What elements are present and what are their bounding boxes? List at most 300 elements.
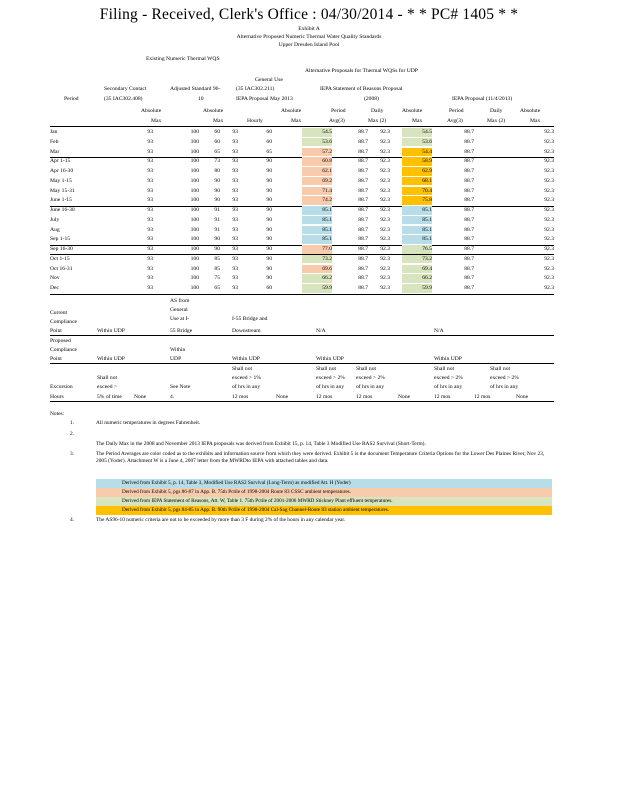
exc-b3-2: of hrs in any	[356, 384, 385, 390]
table-cell: 93	[232, 255, 238, 262]
table-cell: 93	[147, 197, 153, 204]
col-period-2: Period	[449, 108, 464, 114]
table-row	[50, 196, 554, 205]
table-cell: 88.7	[358, 197, 368, 204]
table-cell: 93	[232, 236, 238, 243]
table-cell: 85.1	[302, 235, 332, 244]
document-title: Alternative Proposed Numeric Thermal Water Quality Standards	[236, 34, 382, 40]
table-cell: 93	[232, 207, 238, 213]
table-row	[50, 148, 554, 157]
table-cell: 92.3	[380, 236, 390, 243]
table-cell: 65	[214, 148, 220, 155]
table-cell: 100	[190, 246, 199, 252]
table-cell: 75	[214, 275, 220, 282]
proposed-udp-1: Within UDP	[232, 356, 260, 362]
table-cell: 88.7	[358, 265, 368, 272]
table-cell: 92.3	[380, 148, 390, 155]
legend-blue: Derived from Exhibit 5, p. 14, Table 3, Modified Use RAS2 Survival (Long-Term) as modified Att. H (Yoder)	[96, 479, 552, 488]
iepa-nov-header: IEPA Proposal (11/4/2013)	[452, 96, 513, 102]
table-cell: 88.7	[464, 236, 474, 243]
exc-b4-3: 12 mos	[434, 394, 451, 400]
row-period: Aug	[50, 226, 60, 233]
current-rule	[50, 335, 554, 336]
table-cell: 92.3	[544, 148, 554, 155]
exc-b3-4: of hrs in any	[490, 384, 519, 390]
table-row	[50, 255, 554, 264]
note-2-num: 2.	[70, 431, 75, 437]
table-cell: 88.7	[358, 275, 368, 282]
row-period: June 16-30	[50, 207, 75, 213]
table-cell: 85	[214, 265, 220, 272]
table-cell: 85.1	[302, 216, 332, 225]
table-cell: 88.7	[358, 148, 368, 155]
table-cell: 100	[190, 168, 199, 174]
table-cell: 92.3	[380, 207, 390, 213]
table-cell: 93	[147, 187, 153, 194]
current-label-3: Point	[50, 328, 62, 334]
table-cell: 74.2	[302, 196, 332, 205]
as-from-1: AS from	[170, 298, 190, 304]
table-cell: 85.1	[302, 226, 332, 235]
table-cell: 88.7	[358, 158, 368, 165]
legend-green: Derived from IEPA Statement of Reasons, Att. W, Table 1. 75th Pctile of 2001-2006 MWRD Stickney Plant effluent temperatures.	[96, 497, 552, 506]
table-cell: 93	[232, 129, 238, 135]
table-cell: 80	[214, 168, 220, 174]
table-cell: 68.1	[402, 177, 432, 186]
table-cell: 100	[190, 265, 199, 272]
table-cell: 93	[147, 168, 153, 174]
table-cell: 100	[190, 236, 199, 243]
alt-proposals-label: Alternative Proposals for Thermal WQSs for UDP	[305, 68, 418, 74]
table-cell: 53.6	[302, 138, 332, 147]
table-cell: 91	[214, 216, 220, 223]
secondary-contact-header: Secondary Contact	[104, 86, 147, 92]
filing-header: Filing - Received, Clerk's Office : 04/30/2014 - * * PC# 1405 * *	[99, 6, 519, 23]
table-cell: 93	[147, 129, 153, 135]
row-period: Apr 16-30	[50, 168, 74, 174]
table-cell: 69.4	[402, 265, 432, 274]
table-cell: 73.2	[402, 255, 432, 264]
proposed-label-3: Point	[50, 356, 62, 362]
table-cell: 88.7	[464, 158, 474, 165]
table-cell: 92.3	[380, 226, 390, 233]
table-cell: 88.7	[358, 246, 368, 252]
table-cell: 93	[232, 148, 238, 155]
col-max2-1: Max (2)	[368, 118, 387, 124]
table-cell: 88.7	[358, 207, 368, 213]
none-4: None	[516, 394, 529, 400]
exc-sn3: 5% of time	[97, 394, 122, 400]
table-row	[50, 284, 554, 293]
table-cell: 54.4	[402, 148, 432, 157]
within-label-2: UDP	[170, 356, 182, 362]
table-cell: 92.3	[544, 236, 554, 243]
table-cell: 90	[266, 168, 272, 174]
table-cell: 90	[214, 187, 220, 194]
table-row	[50, 245, 554, 254]
table-cell: 85.1	[302, 206, 332, 215]
iepa-statement-year: (2008)	[364, 96, 379, 102]
table-cell: 85.1	[402, 216, 432, 225]
table-cell: 93	[232, 216, 238, 223]
table-cell: 88.7	[464, 177, 474, 184]
table-cell: 69.2	[302, 177, 332, 186]
col-daily-1: Daily	[371, 108, 384, 114]
table-cell: 65	[266, 148, 272, 155]
as-from-3: Use at I-	[170, 316, 190, 322]
exc-b4-2: 12 mos	[356, 394, 373, 400]
table-cell: 66.2	[402, 274, 432, 283]
col-avg3-2: Avg(3)	[447, 118, 463, 124]
table-cell: 60	[214, 129, 220, 135]
table-cell: 90	[214, 246, 220, 252]
table-cell: 62.1	[302, 167, 332, 176]
row-period: July	[50, 216, 60, 223]
table-cell: 93	[147, 226, 153, 233]
table-cell: 93	[147, 265, 153, 272]
exc-b4-4: 12 mos	[474, 394, 491, 400]
table-cell: 90	[266, 207, 272, 213]
col-max-2: Max	[213, 118, 224, 124]
col-max-1: Max	[151, 118, 162, 124]
row-period: Jan	[50, 129, 58, 135]
col-absolute-5: Absolute	[520, 108, 541, 114]
row-period: Apr 1-15	[50, 158, 71, 165]
table-cell: 92.3	[544, 226, 554, 233]
table-cell: 85	[214, 255, 220, 262]
table-cell: 60	[266, 138, 272, 145]
as-from-4: 55 Bridge	[170, 328, 193, 334]
table-cell: 93	[232, 246, 238, 252]
table-cell: 88.7	[464, 265, 474, 272]
table-cell: 88.7	[464, 148, 474, 155]
table-row	[50, 177, 554, 186]
table-cell: 60	[266, 129, 272, 135]
table-cell: 60	[266, 285, 272, 291]
table-cell: 91	[214, 226, 220, 233]
note-3: The Period Averages are color coded as to the exhibits and information source from which they were derived. Exhibit 5 is the document Temperature Criteria Options for the Lower Des Plaines River, Nov 23, 2005 (Yoder). Attachment W is a June 4, 2007 letter from the MWRDto IEPA with attached tables and data.	[96, 451, 545, 464]
table-row	[50, 167, 554, 176]
table-cell: 93	[147, 138, 153, 145]
proposed-label-2: Compliance	[50, 347, 78, 353]
table-cell: 93	[232, 138, 238, 145]
note-4-num: 4.	[70, 517, 75, 523]
table-cell: 85.1	[402, 235, 432, 244]
proposed-rule	[50, 363, 554, 364]
exc-b3-1: of hrs in any	[316, 384, 345, 390]
table-cell: 100	[190, 177, 199, 184]
table-cell: 92.3	[380, 158, 390, 165]
col-absolute-1: Absolute	[141, 108, 162, 114]
table-cell: 100	[190, 275, 199, 282]
table-cell: 88.7	[464, 129, 474, 135]
table-cell: 88.7	[358, 138, 368, 145]
table-cell: 90	[266, 255, 272, 262]
table-cell: 90	[266, 187, 272, 194]
table-cell: 93	[147, 285, 153, 291]
proposed-udp-2: Within UDP	[316, 356, 344, 362]
exhibit-label: Exhibit A	[298, 26, 320, 32]
table-cell: 92.3	[380, 177, 390, 184]
table-cell: 58.9	[402, 157, 432, 166]
table-cell: 100	[190, 207, 199, 213]
table-cell: 90	[266, 275, 272, 282]
table-cell: 88.7	[464, 138, 474, 145]
table-row	[50, 216, 554, 225]
table-cell: 100	[190, 285, 199, 291]
table-cell: 93	[147, 246, 153, 252]
table-cell: 92.3	[380, 265, 390, 272]
table-cell: 71.4	[302, 187, 332, 196]
legend-peach: Derived from Exhibit 5, pgs 86-87 in App. B. 75th Pctile of 1998-2004 Route 83 CSSC ambient temperatures.	[96, 488, 552, 497]
table-cell: 92.3	[544, 255, 554, 262]
table-cell: 93	[232, 177, 238, 184]
row-period: Mar	[50, 148, 60, 155]
table-cell: 93	[232, 168, 238, 174]
none-3: None	[398, 394, 411, 400]
table-cell: 60.8	[302, 157, 332, 166]
row-period: Oct 16-31	[50, 265, 73, 272]
row-period: Feb	[50, 138, 59, 145]
table-row	[50, 226, 554, 235]
as-from-2: General	[170, 307, 188, 313]
table-cell: 90	[214, 197, 220, 204]
table-cell: 90	[266, 246, 272, 252]
table-cell: 93	[147, 255, 153, 262]
table-cell: 100	[190, 138, 199, 145]
col-daily-2: Daily	[490, 108, 503, 114]
table-cell: 73.2	[302, 255, 332, 264]
table-row	[50, 157, 554, 166]
table-row	[50, 187, 554, 196]
table-cell: 88.7	[358, 168, 368, 174]
iepa-statement-header: IEPA Statement of Reasons Proposal	[320, 86, 403, 92]
exc-b4-1: 12 mos	[316, 394, 333, 400]
table-cell: 93	[232, 226, 238, 233]
table-cell: 88.7	[464, 226, 474, 233]
table-cell: 100	[190, 148, 199, 155]
table-cell: 76.5	[402, 245, 432, 254]
table-cell: 92.3	[380, 246, 390, 252]
table-cell: 93	[232, 285, 238, 291]
row-period: May 15-31	[50, 187, 75, 194]
table-cell: 92.3	[544, 216, 554, 223]
table-cell: 91	[214, 207, 220, 213]
table-cell: 92.3	[380, 285, 390, 291]
table-cell: 88.7	[464, 285, 474, 291]
adjusted-standard-num: 10	[198, 96, 204, 102]
exc-b3-3: of hrs in any	[434, 384, 463, 390]
table-cell: 88.7	[358, 236, 368, 243]
exc-b2-1: exceed > 2%	[316, 375, 345, 381]
exc-b1-4: Shall not	[490, 366, 511, 372]
col-period-1: Period	[331, 108, 346, 114]
table-cell: 93	[147, 275, 153, 282]
table-cell: 88.7	[464, 187, 474, 194]
table-cell: 54.5	[302, 128, 332, 137]
table-cell: 92.3	[544, 168, 554, 174]
legend-orange: Derived from Exhibit 5, pgs 84-85 in App. B. 90th Pctile of 1998-2004 Cal-Sag Channel-Route 83 station ambient temperatures.	[96, 506, 552, 515]
table-cell: 88.7	[464, 207, 474, 213]
table-cell: 54.5	[402, 128, 432, 137]
table-cell: 85.1	[402, 226, 432, 235]
exc-a4: 12 mos	[232, 394, 249, 400]
col-max-4: Max	[412, 118, 423, 124]
table-cell: 92.3	[380, 275, 390, 282]
table-cell: 88.7	[464, 197, 474, 204]
none-1: None	[134, 394, 147, 400]
col-absolute-3: Absolute	[281, 108, 302, 114]
period-header: Period	[64, 96, 79, 102]
table-cell: 92.3	[544, 158, 554, 165]
table-cell: 88.7	[464, 275, 474, 282]
table-cell: 62.9	[402, 167, 432, 176]
table-cell: 57.2	[302, 148, 332, 157]
table-cell: 92.3	[544, 177, 554, 184]
col-absolute-4: Absolute	[402, 108, 423, 114]
table-cell: 90	[266, 177, 272, 184]
table-cell: 100	[190, 158, 199, 165]
exc-b1-1: Shall not	[316, 366, 337, 372]
general-use-cite: (35 IAC302.211)	[236, 86, 275, 92]
table-row	[50, 235, 554, 244]
table-cell: 92.3	[380, 138, 390, 145]
table-cell: 100	[190, 216, 199, 223]
table-cell: 93	[232, 197, 238, 204]
exc-b2-3: exceed > 2%	[434, 375, 463, 381]
table-bottom-rule	[50, 294, 554, 295]
table-cell: 92.3	[544, 265, 554, 272]
table-cell: 92.3	[544, 129, 554, 135]
existing-wqs-label: Existing Numeric Thermal WQS	[146, 56, 220, 62]
table-cell: 90	[266, 226, 272, 233]
table-cell: 92.3	[380, 168, 390, 174]
table-cell: 60	[214, 138, 220, 145]
col-max-5: Max	[530, 118, 541, 124]
note-3-num: 3.	[70, 451, 75, 457]
table-cell: 90	[266, 236, 272, 243]
table-cell: 92.3	[544, 187, 554, 194]
proposed-label-1: Proposed	[50, 338, 71, 344]
table-cell: 92.3	[380, 197, 390, 204]
table-cell: 93	[147, 216, 153, 223]
table-row	[50, 206, 554, 215]
hours-label: Hours	[50, 394, 64, 400]
table-cell: 90	[266, 265, 272, 272]
row-period: Sep 16-30	[50, 246, 73, 252]
row-period: May 1-15	[50, 177, 72, 184]
proposed-udp-3: Within UDP	[434, 356, 462, 362]
note-1-num: 1.	[70, 420, 75, 426]
table-cell: 92.3	[544, 246, 554, 252]
current-within-udp: Within UDP	[97, 328, 125, 334]
row-period: Oct 1-15	[50, 255, 70, 262]
table-cell: 93	[147, 207, 153, 213]
col-absolute-2: Absolute	[203, 108, 224, 114]
col-max-3: Max	[291, 118, 302, 124]
current-label-1: Current	[50, 310, 68, 316]
table-cell: 69.6	[302, 265, 332, 274]
current-label-2: Compliance	[50, 319, 78, 325]
table-cell: 90	[266, 158, 272, 165]
table-cell: 92.3	[544, 138, 554, 145]
proposed-within-udp: Within UDP	[97, 356, 125, 362]
table-cell: 88.7	[464, 216, 474, 223]
see-note-num: 4.	[170, 394, 175, 400]
table-cell: 88.7	[358, 216, 368, 223]
table-cell: 92.3	[544, 207, 554, 213]
table-cell: 92.3	[544, 275, 554, 282]
row-period: Dec	[50, 285, 60, 291]
table-cell: 88.7	[358, 129, 368, 135]
exc-b1-2: Shall not	[356, 366, 377, 372]
table-cell: 92.3	[380, 216, 390, 223]
row-period: Sep 1-15	[50, 236, 71, 243]
table-cell: 92.3	[380, 129, 390, 135]
note-4: The AS96-10 numeric criteria are not to be exceeded by more than 3 F during 2% of the hours in any calendar year.	[96, 517, 346, 523]
general-use-header: General Use	[255, 77, 283, 83]
table-row	[50, 138, 554, 147]
exc-a2: exceed > 1%	[232, 375, 261, 381]
exc-a3: of hrs in any	[232, 384, 261, 390]
table-row	[50, 128, 554, 137]
table-cell: 88.7	[358, 226, 368, 233]
table-cell: 93	[147, 148, 153, 155]
table-cell: 90	[266, 216, 272, 223]
exc-b1-3: Shall not	[434, 366, 455, 372]
table-cell: 93	[232, 265, 238, 272]
table-cell: 93	[147, 236, 153, 243]
table-cell: 92.3	[380, 255, 390, 262]
row-period: June 1-15	[50, 197, 72, 204]
table-cell: 90	[214, 177, 220, 184]
table-cell: 90	[266, 197, 272, 204]
table-row	[50, 265, 554, 274]
table-cell: 70.4	[402, 187, 432, 196]
note-2: The Daily Max in the 2008 and November 2013 IEPA proposals was derived from Exhibit 15, p. 14, Table 3 Modified Use RAS2 Survival (Short-Term).	[96, 441, 426, 447]
exc-sn1: Shall not	[97, 375, 118, 381]
table-cell: 59.9	[302, 284, 332, 293]
table-cell: 85.1	[402, 206, 432, 215]
table-cell: 65	[214, 285, 220, 291]
table-cell: 88.7	[464, 255, 474, 262]
table-cell: 88.7	[358, 187, 368, 194]
table-cell: 66.2	[302, 274, 332, 283]
table-cell: 93	[232, 187, 238, 194]
header-rule	[50, 126, 554, 127]
excursion-rule	[50, 401, 554, 402]
table-row	[50, 274, 554, 283]
col-avg3-1: Avg(3)	[329, 118, 345, 124]
none-2: None	[276, 394, 289, 400]
iepa-may-header: IEPA Proposal May 2013	[236, 96, 293, 102]
table-cell: 77.0	[302, 245, 332, 254]
excursion-label: Excursion	[50, 384, 73, 390]
exc-b2-4: exceed > 2%	[490, 375, 519, 381]
table-cell: 90	[214, 236, 220, 243]
table-cell: 88.7	[358, 255, 368, 262]
exc-sn2: exceed >	[97, 384, 118, 390]
table-cell: 100	[190, 129, 199, 135]
table-cell: 75.8	[402, 196, 432, 205]
secondary-contact-cite: (35 IAC302.408)	[104, 96, 143, 102]
table-cell: 88.7	[358, 285, 368, 291]
table-cell: 100	[190, 187, 199, 194]
table-cell: 92.3	[544, 197, 554, 204]
table-cell: 88.7	[464, 246, 474, 252]
notes-title: Notes:	[50, 411, 65, 417]
na-label-2: N/A	[434, 328, 444, 334]
